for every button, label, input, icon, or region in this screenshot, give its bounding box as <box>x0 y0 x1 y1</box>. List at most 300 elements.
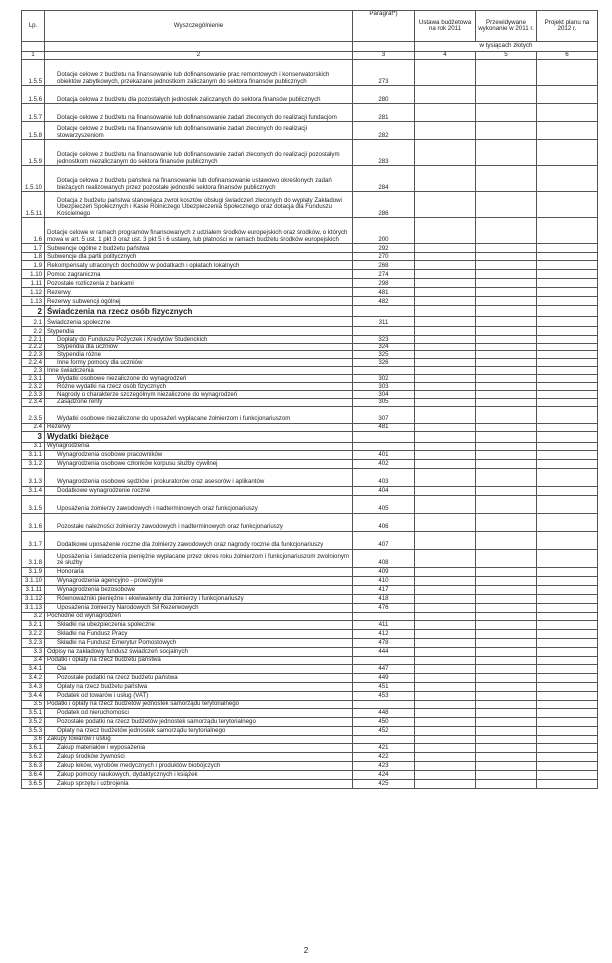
row-paragraph: 448 <box>353 708 415 717</box>
row-paragraph: 284 <box>353 166 415 192</box>
row-number: 3.1.10 <box>22 576 45 585</box>
row-paragraph: 303 <box>353 383 415 391</box>
row-description: Wynagrodzenia <box>45 442 353 450</box>
row-value-budget <box>415 60 476 86</box>
row-value-plan <box>537 647 598 656</box>
row-value-plan <box>537 279 598 288</box>
row-value-plan <box>537 367 598 375</box>
row-description: Inne świadczenia <box>45 367 353 375</box>
row-value-budget <box>415 431 476 442</box>
row-value-plan <box>537 297 598 306</box>
row-description: Wynagrodzenia osobowe sędziów i prokuratorów oraz asesorów i aplikantów <box>45 468 353 486</box>
row-value-plan <box>537 531 598 549</box>
unit-label: w tysiącach złotych <box>415 42 598 52</box>
row-paragraph: 444 <box>353 647 415 656</box>
row-description: Uposażenia i świadczenia pieniężne wypłacane przez okres roku żołnierzom i funkcjonariuszom zwolnionym ze służby <box>45 549 353 567</box>
row-number: 3.5.1 <box>22 708 45 717</box>
row-value-plan <box>537 486 598 495</box>
row-value-plan <box>537 104 598 122</box>
row-paragraph: 307 <box>353 406 415 423</box>
row-number: 3.2.3 <box>22 638 45 647</box>
row-value-budget <box>415 743 476 752</box>
row-description: Wynagrodzenia osobowe pracowników <box>45 450 353 459</box>
row-paragraph: 326 <box>353 359 415 367</box>
row-value-budget <box>415 383 476 391</box>
row-value-budget <box>415 450 476 459</box>
row-paragraph: 425 <box>353 779 415 788</box>
row-value-expected <box>476 104 537 122</box>
row-number: 1.13 <box>22 297 45 306</box>
table-row <box>22 567 598 576</box>
row-paragraph: 417 <box>353 585 415 594</box>
row-number: 2.3 <box>22 367 45 375</box>
row-number: 3.1.6 <box>22 513 45 531</box>
row-description: Dotacje celowe z budżetu na finansowanie lub dofinansowanie zadań zleconych do realizacji fundacjom <box>45 104 353 122</box>
row-number: 3.2.2 <box>22 629 45 638</box>
row-value-expected <box>476 399 537 406</box>
row-value-plan <box>537 700 598 708</box>
row-description: Wynagrodzenia agencyjno - prowizyjne <box>45 576 353 585</box>
row-number: 3.4.1 <box>22 664 45 673</box>
row-number: 3.4 <box>22 656 45 664</box>
row-value-budget <box>415 122 476 140</box>
row-value-expected <box>476 603 537 612</box>
row-value-plan <box>537 620 598 629</box>
table-row <box>22 86 598 104</box>
row-paragraph: 286 <box>353 192 415 218</box>
row-paragraph: 281 <box>353 104 415 122</box>
row-number: 3.1.1 <box>22 450 45 459</box>
row-number: 3.6 <box>22 735 45 743</box>
row-value-expected <box>476 442 537 450</box>
row-number: 3.1.5 <box>22 495 45 513</box>
row-number: 2.2.3 <box>22 351 45 359</box>
table-row <box>22 761 598 770</box>
section-row <box>22 306 598 317</box>
row-number: 2 <box>22 306 45 317</box>
row-paragraph: 302 <box>353 375 415 383</box>
row-number: 3.1 <box>22 442 45 450</box>
table-row <box>22 770 598 779</box>
table-row <box>22 423 598 431</box>
row-number: 1.5.10 <box>22 166 45 192</box>
row-number: 3.5.3 <box>22 726 45 735</box>
table-row <box>22 486 598 495</box>
row-number: 2.2.2 <box>22 344 45 351</box>
table-row <box>22 735 598 743</box>
row-value-budget <box>415 306 476 317</box>
row-number: 3.1.12 <box>22 594 45 603</box>
row-number: 2.3.2 <box>22 383 45 391</box>
row-value-expected <box>476 86 537 104</box>
row-paragraph: 424 <box>353 770 415 779</box>
page-number: 2 <box>303 946 309 955</box>
table-row <box>22 647 598 656</box>
row-value-plan <box>537 708 598 717</box>
row-description: Uposażenia żołnierzy zawodowych i nadterminowych oraz funkcjonariuszy <box>45 495 353 513</box>
table-row <box>22 585 598 594</box>
table-row <box>22 708 598 717</box>
row-value-expected <box>476 383 537 391</box>
row-value-budget <box>415 253 476 261</box>
row-value-expected <box>476 344 537 351</box>
row-value-budget <box>415 638 476 647</box>
row-value-expected <box>476 735 537 743</box>
row-paragraph: 324 <box>353 344 415 351</box>
row-description: Odpisy na zakładowy fundusz świadczeń socjalnych <box>45 647 353 656</box>
row-value-expected <box>476 391 537 399</box>
row-value-plan <box>537 612 598 620</box>
unit-row <box>22 42 598 52</box>
table-row <box>22 620 598 629</box>
row-value-expected <box>476 122 537 140</box>
row-value-budget <box>415 495 476 513</box>
row-number: 2.4 <box>22 423 45 431</box>
row-paragraph <box>353 442 415 450</box>
table-row <box>22 391 598 399</box>
row-value-plan <box>537 383 598 391</box>
row-paragraph: 270 <box>353 253 415 261</box>
row-value-plan <box>537 779 598 788</box>
row-paragraph: 447 <box>353 664 415 673</box>
row-description: Podatki i opłaty na rzecz budżetu państwa <box>45 656 353 664</box>
table-row <box>22 468 598 486</box>
row-value-expected <box>476 743 537 752</box>
row-value-plan <box>537 351 598 359</box>
row-paragraph: 452 <box>353 726 415 735</box>
row-paragraph: 305 <box>353 399 415 406</box>
row-value-budget <box>415 629 476 638</box>
row-value-plan <box>537 735 598 743</box>
table-row <box>22 513 598 531</box>
row-paragraph: 283 <box>353 140 415 166</box>
row-number: 3.1.9 <box>22 567 45 576</box>
row-value-expected <box>476 682 537 691</box>
table-row <box>22 450 598 459</box>
table-row <box>22 673 598 682</box>
row-value-plan <box>537 336 598 344</box>
row-value-expected <box>476 359 537 367</box>
row-value-expected <box>476 486 537 495</box>
row-number: 1.5.7 <box>22 104 45 122</box>
row-value-budget <box>415 279 476 288</box>
row-value-plan <box>537 327 598 336</box>
row-value-budget <box>415 406 476 423</box>
row-value-plan <box>537 567 598 576</box>
row-description: Pozostałe rozliczenia z bankami <box>45 279 353 288</box>
row-value-plan <box>537 344 598 351</box>
col-expected-execution-header: Przewidywane wykonanie w 2011 r. <box>476 11 537 42</box>
row-description: Opłaty na rzecz budżetu państwa <box>45 682 353 691</box>
row-paragraph: 478 <box>353 638 415 647</box>
row-value-budget <box>415 717 476 726</box>
row-value-expected <box>476 770 537 779</box>
row-value-expected <box>476 375 537 383</box>
row-value-expected <box>476 406 537 423</box>
table-row <box>22 399 598 406</box>
row-paragraph: 418 <box>353 594 415 603</box>
row-value-budget <box>415 770 476 779</box>
row-paragraph: 412 <box>353 629 415 638</box>
table-row <box>22 743 598 752</box>
row-value-expected <box>476 549 537 567</box>
row-value-budget <box>415 531 476 549</box>
table-row <box>22 691 598 700</box>
row-value-budget <box>415 359 476 367</box>
row-paragraph: 401 <box>353 450 415 459</box>
col-number: 5 <box>476 52 537 60</box>
row-paragraph: 453 <box>353 691 415 700</box>
row-number: 1.7 <box>22 244 45 253</box>
row-value-budget <box>415 620 476 629</box>
row-value-budget <box>415 656 476 664</box>
row-paragraph: 407 <box>353 531 415 549</box>
row-paragraph: 421 <box>353 743 415 752</box>
row-paragraph: 280 <box>353 86 415 104</box>
row-value-budget <box>415 585 476 594</box>
table-row <box>22 244 598 253</box>
row-description: Wydatki osobowe niezaliczone do wynagrodzeń <box>45 375 353 383</box>
row-value-plan <box>537 60 598 86</box>
row-value-plan <box>537 166 598 192</box>
table-row <box>22 664 598 673</box>
row-value-budget <box>415 86 476 104</box>
row-description: Podatki i opłaty na rzecz budżetów jednostek samorządu terytorialnego <box>45 700 353 708</box>
row-paragraph: 282 <box>353 122 415 140</box>
row-value-budget <box>415 664 476 673</box>
row-value-budget <box>415 399 476 406</box>
row-value-plan <box>537 218 598 244</box>
row-description: Zakupy towarów i usług <box>45 735 353 743</box>
row-value-budget <box>415 549 476 567</box>
row-paragraph <box>353 367 415 375</box>
row-value-expected <box>476 253 537 261</box>
row-number: 3.6.5 <box>22 779 45 788</box>
row-paragraph: 451 <box>353 682 415 691</box>
row-value-expected <box>476 468 537 486</box>
row-paragraph <box>353 612 415 620</box>
row-value-plan <box>537 192 598 218</box>
row-description: Zakup materiałów i wyposażenia <box>45 743 353 752</box>
row-description: Opłaty na rzecz budżetów jednostek samorządu terytorialnego <box>45 726 353 735</box>
table-row <box>22 700 598 708</box>
row-description: Zakup leków, wyrobów medycznych i produktów biobójczych <box>45 761 353 770</box>
row-value-budget <box>415 140 476 166</box>
row-value-expected <box>476 612 537 620</box>
row-paragraph: 298 <box>353 279 415 288</box>
row-value-expected <box>476 140 537 166</box>
row-value-plan <box>537 576 598 585</box>
row-value-plan <box>537 585 598 594</box>
row-value-plan <box>537 468 598 486</box>
row-number: 2.2.4 <box>22 359 45 367</box>
row-value-plan <box>537 629 598 638</box>
row-value-plan <box>537 431 598 442</box>
row-description: Dotacja celowa z budżetu dla pozostałych jednostek zaliczanych do sektora finansów publicznych <box>45 86 353 104</box>
row-value-plan <box>537 638 598 647</box>
row-value-plan <box>537 513 598 531</box>
row-number: 2.3.1 <box>22 375 45 383</box>
row-description: Rezerwy <box>45 288 353 297</box>
row-value-expected <box>476 664 537 673</box>
row-value-budget <box>415 423 476 431</box>
row-value-plan <box>537 423 598 431</box>
table-row <box>22 594 598 603</box>
row-description: Subwencje ogólne z budżetu państwa <box>45 244 353 253</box>
table-row <box>22 549 598 567</box>
budget-table <box>21 10 598 789</box>
row-number: 3.1.11 <box>22 585 45 594</box>
row-number: 3.1.2 <box>22 459 45 468</box>
row-description: Stypendia różne <box>45 351 353 359</box>
row-paragraph: 403 <box>353 468 415 486</box>
row-value-expected <box>476 576 537 585</box>
row-paragraph <box>353 735 415 743</box>
row-paragraph <box>353 327 415 336</box>
row-description: Wydatki osobowe niezaliczone do uposażeń wypłacane żołnierzom i funkcjonariuszom <box>45 406 353 423</box>
row-description: Dodatkowe uposażenie roczne dla żołnierzy zawodowych oraz nagrody roczne dla funkcjonariuszy <box>45 531 353 549</box>
row-description: Inne formy pomocy dla uczniów <box>45 359 353 367</box>
row-value-plan <box>537 306 598 317</box>
row-value-plan <box>537 450 598 459</box>
table-row <box>22 383 598 391</box>
row-paragraph: 481 <box>353 423 415 431</box>
row-number: 3.6.4 <box>22 770 45 779</box>
row-paragraph <box>353 431 415 442</box>
row-value-plan <box>537 391 598 399</box>
row-description: Dopłaty do Funduszu Pożyczek i Kredytów Studenckich <box>45 336 353 344</box>
row-paragraph: 311 <box>353 317 415 327</box>
row-number: 3.5 <box>22 700 45 708</box>
table-row <box>22 166 598 192</box>
row-value-expected <box>476 317 537 327</box>
row-value-budget <box>415 513 476 531</box>
table-row <box>22 270 598 279</box>
row-paragraph: 304 <box>353 391 415 399</box>
row-value-expected <box>476 585 537 594</box>
row-value-expected <box>476 166 537 192</box>
row-number: 3.2.1 <box>22 620 45 629</box>
table-row <box>22 576 598 585</box>
table-row <box>22 344 598 351</box>
row-value-budget <box>415 288 476 297</box>
row-value-plan <box>537 270 598 279</box>
row-value-budget <box>415 761 476 770</box>
table-row <box>22 288 598 297</box>
col-number: 2 <box>45 52 353 60</box>
row-description: Dodatkowe wynagrodzenie roczne <box>45 486 353 495</box>
row-value-plan <box>537 717 598 726</box>
row-value-expected <box>476 629 537 638</box>
row-value-plan <box>537 288 598 297</box>
row-description: Uposażenia żołnierzy Narodowych Sił Rezerwowych <box>45 603 353 612</box>
row-description: Składki na Fundusz Emerytur Pomostowych <box>45 638 353 647</box>
row-value-expected <box>476 638 537 647</box>
row-value-budget <box>415 244 476 253</box>
column-number-row <box>22 52 598 60</box>
row-description: Składki na Fundusz Pracy <box>45 629 353 638</box>
row-value-budget <box>415 682 476 691</box>
table-row <box>22 317 598 327</box>
row-paragraph <box>353 700 415 708</box>
row-value-expected <box>476 620 537 629</box>
row-value-expected <box>476 708 537 717</box>
row-number: 3.6.1 <box>22 743 45 752</box>
row-value-plan <box>537 549 598 567</box>
row-value-plan <box>537 406 598 423</box>
row-description: Rezerwy <box>45 423 353 431</box>
row-value-budget <box>415 752 476 761</box>
row-description: Wynagrodzenia osobowe członków korpusu służby cywilnej <box>45 459 353 468</box>
row-number: 1.5.5 <box>22 60 45 86</box>
row-number: 3.3 <box>22 647 45 656</box>
table-row <box>22 351 598 359</box>
row-paragraph: 411 <box>353 620 415 629</box>
row-number: 3.1.7 <box>22 531 45 549</box>
row-description: Równoważniki pieniężne i ekwiwalenty dla żołnierzy i funkcjonariuszy <box>45 594 353 603</box>
col-number: 3 <box>353 52 415 60</box>
row-paragraph: 405 <box>353 495 415 513</box>
table-row <box>22 279 598 288</box>
row-value-budget <box>415 691 476 700</box>
row-paragraph: 476 <box>353 603 415 612</box>
row-value-expected <box>476 700 537 708</box>
row-paragraph: 450 <box>353 717 415 726</box>
row-number: 2.3.3 <box>22 391 45 399</box>
row-number: 3.6.3 <box>22 761 45 770</box>
row-number: 2.2.1 <box>22 336 45 344</box>
row-value-expected <box>476 779 537 788</box>
row-number: 3.6.2 <box>22 752 45 761</box>
row-number: 1.5.6 <box>22 86 45 104</box>
row-paragraph: 200 <box>353 218 415 244</box>
table-row <box>22 60 598 86</box>
row-number: 1.12 <box>22 288 45 297</box>
table-row <box>22 495 598 513</box>
row-value-expected <box>476 647 537 656</box>
col-number: 4 <box>415 52 476 60</box>
row-value-budget <box>415 486 476 495</box>
row-value-expected <box>476 513 537 531</box>
row-value-expected <box>476 306 537 317</box>
row-paragraph: 449 <box>353 673 415 682</box>
row-number: 2.1 <box>22 317 45 327</box>
row-value-expected <box>476 752 537 761</box>
table-row <box>22 459 598 468</box>
row-description: Pozostałe podatki na rzecz budżetów jednostek samorządu terytorialnego <box>45 717 353 726</box>
table-row <box>22 359 598 367</box>
row-number: 3.1.13 <box>22 603 45 612</box>
row-value-plan <box>537 317 598 327</box>
row-value-expected <box>476 60 537 86</box>
row-paragraph: 325 <box>353 351 415 359</box>
row-value-budget <box>415 779 476 788</box>
row-value-budget <box>415 367 476 375</box>
row-value-plan <box>537 594 598 603</box>
row-value-expected <box>476 717 537 726</box>
table-row <box>22 297 598 306</box>
row-value-budget <box>415 594 476 603</box>
row-value-expected <box>476 459 537 468</box>
row-value-expected <box>476 192 537 218</box>
row-paragraph: 422 <box>353 752 415 761</box>
row-number: 3.4.3 <box>22 682 45 691</box>
row-value-budget <box>415 344 476 351</box>
row-value-plan <box>537 664 598 673</box>
col-budget-law-header: Ustawa budżetowa na rok 2011 <box>415 11 476 42</box>
row-value-plan <box>537 122 598 140</box>
row-value-expected <box>476 656 537 664</box>
